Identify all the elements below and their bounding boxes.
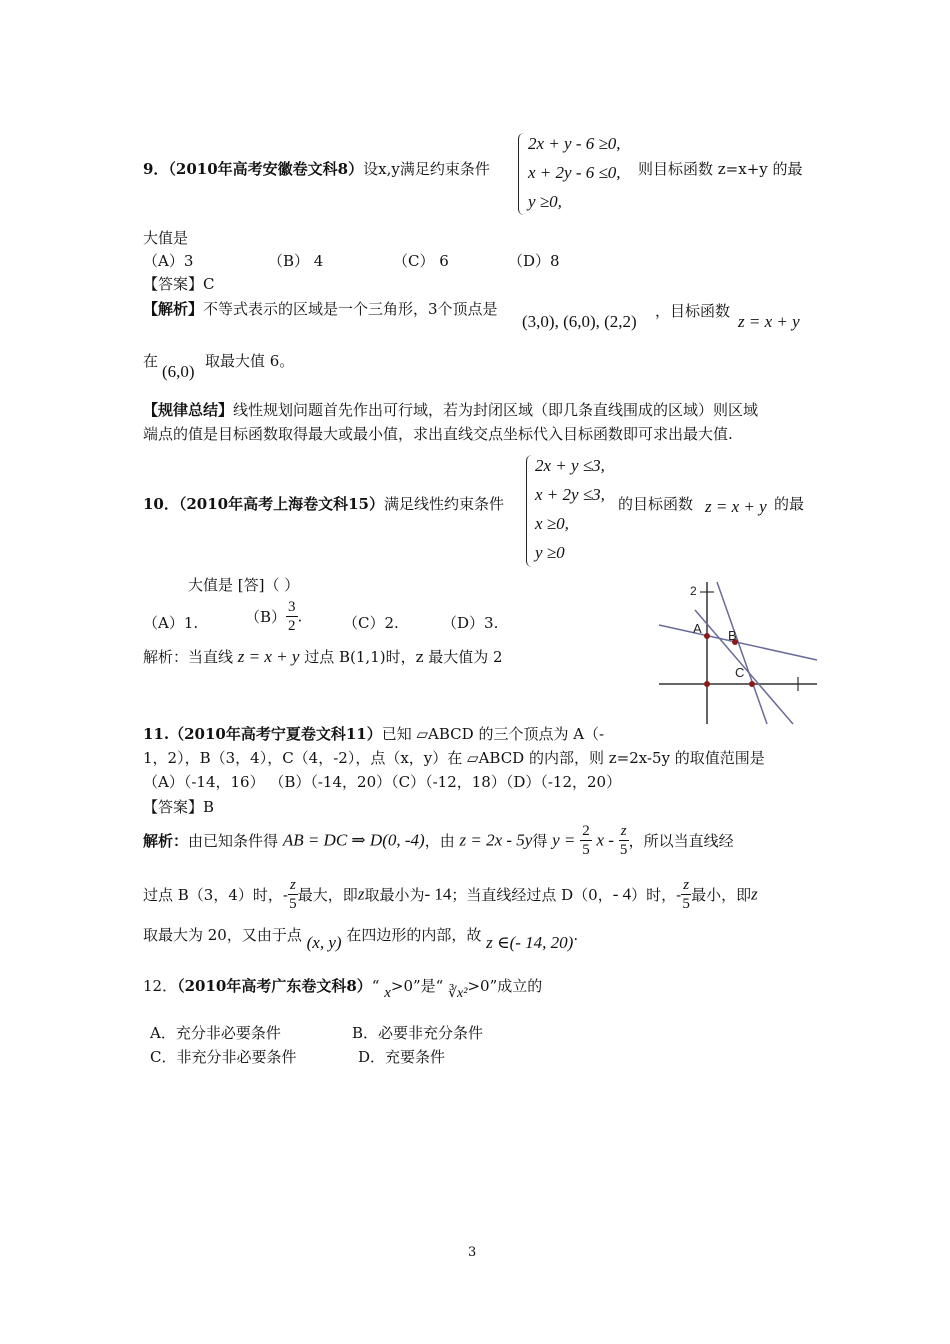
q10-constraint-3: x ≥0, bbox=[535, 514, 569, 533]
q12-t2: >0”是“ bbox=[390, 977, 444, 995]
q11-l3-2: 在四边形的内部，故 bbox=[346, 926, 482, 944]
q9-summary-text-1: 线性规划问题首先作出可行域，若为封闭区域（即几条直线围成的区域）则区域 bbox=[233, 401, 759, 419]
q11-frac1 bbox=[580, 822, 592, 859]
graph-point-origin bbox=[704, 681, 710, 687]
q11-l2-frac-den: 5 bbox=[289, 896, 297, 912]
q11-l2-3: 取最小为 bbox=[364, 886, 425, 904]
q10-option-b-fraction bbox=[286, 598, 298, 635]
q11-l2-4: ；当直线经过点 D（0， bbox=[451, 886, 613, 904]
q9-line1 bbox=[143, 158, 490, 180]
q11-eq3a: y = bbox=[552, 830, 576, 850]
q9-option-d: （D）8 bbox=[508, 252, 560, 270]
graph-point-c bbox=[749, 681, 755, 687]
q10-option-b-label: （B） bbox=[245, 608, 287, 626]
q10-analysis bbox=[143, 646, 503, 668]
q11-analysis-3: 得 bbox=[532, 832, 548, 850]
q10-brace bbox=[526, 455, 533, 567]
q9-option-b: （B） 4 bbox=[268, 252, 324, 270]
q11-line2: 1，2），B（3，4），C（4，-2），点（x，y）在 ▱ABCD 的内部，则 z=2x-5y 的取值范围是 bbox=[143, 749, 765, 767]
q10-text-c: 的最 bbox=[774, 495, 805, 513]
q9-summary-tag: 【规律总结】 bbox=[143, 401, 234, 419]
q10-text-a: 满足线性约束条件 bbox=[384, 495, 505, 513]
q11-analysis-2: ，由 bbox=[424, 832, 455, 850]
q11-l3-result: z ∈(- 14, 20) bbox=[486, 933, 574, 952]
q9-vertices: (3,0), (6,0), (2,2) bbox=[522, 312, 637, 331]
q9-option-c: （C） 6 bbox=[393, 252, 449, 270]
graph-label-y-tick: 2 bbox=[690, 584, 697, 598]
q10-objective: z = x + y bbox=[705, 497, 767, 516]
q10-option-b-dot: . bbox=[297, 607, 303, 626]
q11-l2-val2: - 4 bbox=[612, 884, 632, 904]
q12-label-num: 12． bbox=[143, 977, 178, 995]
page-number: 3 bbox=[468, 1245, 477, 1260]
q12-option-b: B．必要非充分条件 bbox=[352, 1024, 484, 1042]
q11-frac1-num: 2 bbox=[582, 823, 590, 839]
q9-objective: z = x + y bbox=[738, 312, 800, 331]
q12-x: x bbox=[384, 985, 391, 1001]
q11-l2-5: ）时，- bbox=[631, 886, 682, 904]
q11-analysis-line2 bbox=[143, 876, 758, 913]
q12-t3: >0”成立的 bbox=[467, 977, 543, 995]
graph-label-a: A bbox=[693, 621, 702, 636]
q11-frac1-den: 5 bbox=[582, 842, 590, 858]
q9-analysis-b: ，目标函数 bbox=[655, 302, 731, 320]
q11-frac2-num: z bbox=[620, 823, 627, 839]
q9-text-b: 则目标函数 z=x+y 的最 bbox=[638, 160, 803, 178]
graph-line-2x-plus-y bbox=[717, 582, 767, 724]
q10-constraint-1: 2x + y ≤3, bbox=[535, 456, 605, 475]
q9-constraint-3: y ≥0, bbox=[528, 192, 562, 211]
graph-line-x-plus-2y bbox=[659, 625, 817, 660]
q11-options: （A）（-14，16） （B）（-14，20）（C）（-12，18）（D）（-12，20） bbox=[143, 773, 622, 791]
q9-label: 9．（2010年高考安徽卷文科8） bbox=[143, 160, 364, 178]
q10-analysis-objective: z = x + y bbox=[237, 647, 300, 666]
q11-analysis-line3 bbox=[143, 924, 579, 952]
q11-l2-frac2 bbox=[681, 876, 691, 913]
q12-line1 bbox=[143, 975, 542, 999]
q11-analysis-1: 由已知条件得 bbox=[188, 832, 279, 850]
q11-analysis-line1 bbox=[143, 822, 734, 859]
q9-analysis-a: 不等式表示的区域是一个三角形，3个顶点是 bbox=[203, 300, 498, 318]
q10-analysis-a: 解析：当直线 bbox=[143, 648, 234, 666]
q11-l2-val: - 14 bbox=[424, 884, 452, 904]
q11-analysis-tag: 解析： bbox=[143, 832, 189, 850]
q9-summary-2: 端点的值是目标函数取得最大或最小值，求出直线交点坐标代入目标函数即可求出最大值. bbox=[143, 425, 733, 443]
q9-analysis-tag: 【解析】 bbox=[143, 300, 204, 318]
q10-option-a: （A）1. bbox=[143, 614, 199, 632]
q10-option-d: （D）3. bbox=[442, 614, 499, 632]
q11-analysis-4: ，所以当直线经 bbox=[628, 832, 734, 850]
q10-analysis-b: 过点 B(1,1)时，z 最大值为 2 bbox=[304, 648, 503, 666]
q11-eq3b: x - bbox=[596, 830, 614, 850]
q9-analysis-c2: 取最大值 6。 bbox=[205, 352, 295, 370]
q11-l2-z2: z bbox=[751, 884, 758, 904]
q11-l2-2: 最大，即 bbox=[297, 886, 358, 904]
q11-l2-frac bbox=[288, 876, 298, 913]
q10-option-b-numerator: 3 bbox=[288, 599, 296, 615]
q11-eq2: z = 2x - 5y bbox=[459, 830, 533, 850]
q10-line2: 大值是 [答]（ ） bbox=[188, 576, 300, 594]
q9-line2: 大值是 bbox=[143, 229, 189, 247]
q12-t1: “ bbox=[371, 977, 380, 995]
q10-option-c: （C）2. bbox=[343, 614, 399, 632]
q10-option-b bbox=[245, 598, 302, 635]
q12-label: （2010年高考广东卷文科8） bbox=[177, 977, 372, 995]
q11-l2-frac2-den: 5 bbox=[682, 896, 690, 912]
q11-l3-1: 取最大为 20，又由于点 bbox=[143, 926, 302, 944]
q11-l3-3: . bbox=[573, 926, 579, 944]
q9-point: (6,0) bbox=[162, 362, 195, 381]
q10-option-b-denominator: 2 bbox=[288, 618, 296, 634]
graph-label-c: C bbox=[735, 665, 745, 680]
q11-answer: 【答案】B bbox=[143, 798, 215, 816]
q9-brace bbox=[518, 133, 525, 215]
q9-analysis-c1: 在 bbox=[143, 352, 159, 370]
q11-frac2-den: 5 bbox=[619, 842, 628, 858]
q10-constraint-2: x + 2y ≤3, bbox=[535, 485, 605, 504]
q9-constraint-1: 2x + y - 6 ≥0, bbox=[528, 134, 621, 153]
q9-summary-1 bbox=[143, 399, 758, 421]
q11-text-1: 已知 ▱ABCD 的三个顶点为 A（- bbox=[381, 725, 605, 743]
q10-constraint-4: y ≥0 bbox=[535, 543, 565, 562]
q11-frac2 bbox=[619, 822, 629, 859]
q9-option-a: （A）3 bbox=[143, 252, 194, 270]
q11-l3-point: (x, y) bbox=[306, 933, 342, 952]
q12-root: ∛x² bbox=[448, 986, 468, 1001]
q10-label: 10．（2010年高考上海卷文科15） bbox=[143, 495, 384, 513]
q11-eq1: AB = DC ⇒ D(0, -4) bbox=[282, 830, 425, 850]
q12-option-a: A．充分非必要条件 bbox=[150, 1024, 281, 1042]
q10-feasible-region-graph bbox=[655, 578, 820, 726]
q11-l2-1: 过点 B（3，4）时，- bbox=[143, 886, 288, 904]
q12-option-d: D．充要条件 bbox=[358, 1048, 446, 1066]
q9-analysis bbox=[143, 298, 498, 320]
q10-text-b: 的目标函数 bbox=[618, 495, 694, 513]
q9-answer: 【答案】C bbox=[143, 275, 215, 293]
q10-line1 bbox=[143, 493, 504, 515]
q12-option-c: C．非充分非必要条件 bbox=[150, 1048, 297, 1066]
graph-point-a bbox=[704, 633, 710, 639]
q11-l2-6: 最小，即 bbox=[691, 886, 752, 904]
q9-text-a: 设x,y满足约束条件 bbox=[363, 160, 490, 178]
q11-label: 11.（2010年高考宁夏卷文科11） bbox=[143, 725, 382, 743]
q11-line1 bbox=[143, 723, 604, 745]
q9-constraint-2: x + 2y - 6 ≤0, bbox=[528, 163, 621, 182]
graph-label-b: B bbox=[728, 628, 737, 643]
q11-l2-frac-num: z bbox=[289, 877, 296, 893]
q11-l2-frac2-num: z bbox=[683, 877, 690, 893]
q11-l2-z: z bbox=[357, 884, 365, 904]
